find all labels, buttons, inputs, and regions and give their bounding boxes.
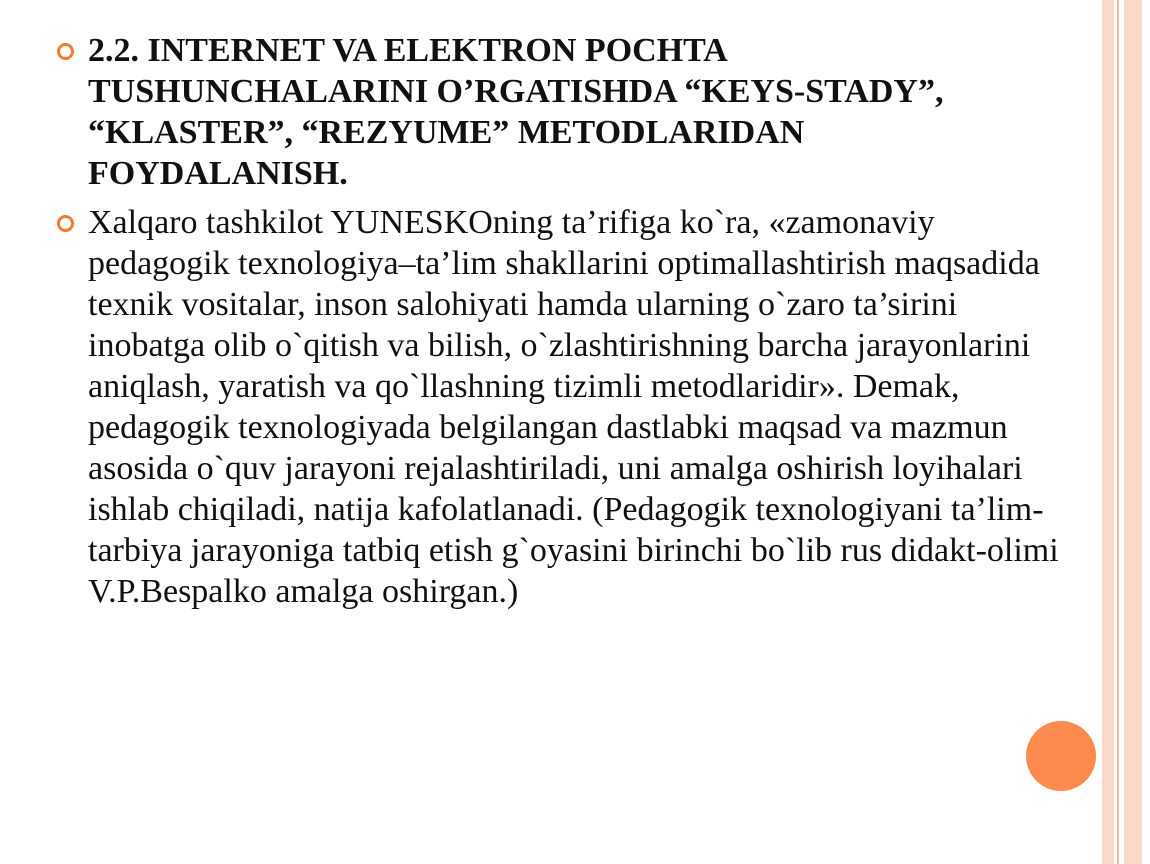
- bullet-circle-icon: [57, 43, 74, 60]
- decorative-stripe: [1102, 0, 1114, 864]
- decorative-stripe: [1117, 0, 1119, 864]
- slide-body: [50, 202, 1060, 612]
- decorative-circle: [1026, 721, 1096, 791]
- decorative-stripe: [1124, 0, 1142, 864]
- slide-heading: [50, 30, 1060, 194]
- body-text: Xalqaro tashkilot YUNESKOning ta’rifiga ko`ra, «zamonaviy pedagogik texnologiya–ta’lim shakllarini optimallashtirish maqsadida texnik vositalar, inson salohiyati hamda ularning o`zaro ta’sirini inobatga olib o`qitish va bilish, o`zlashtirishning barcha jarayonlarini aniqlash, yaratish va qo`llashning tizimli metodlaridir». Demak, pedagogik texnologiyada belgilangan dastlabki maqsad va mazmun asosida o`quv jarayoni rejalashtiriladi, uni amalga oshirish loyihalari ishlab chiqiladi, natija kafolatlanadi. (Pedagogik texnologiyani ta’lim-tarbiya jarayoniga tatbiq etish g`oyasini birinchi bo`lib rus didakt-olimi V.P.Bespalko amalga oshirgan.): [88, 204, 1059, 610]
- bullet-circle-icon: [57, 215, 74, 232]
- slide-content: [50, 30, 1060, 612]
- heading-text: 2.2. INTERNET VA ELEKTRON POCHTA TUSHUNCHALARINI O’RGATISHDA “KEYS-STADY”, “KLASTER”, “REZYUME” METODLARIDAN FOYDALANISH.: [88, 32, 944, 192]
